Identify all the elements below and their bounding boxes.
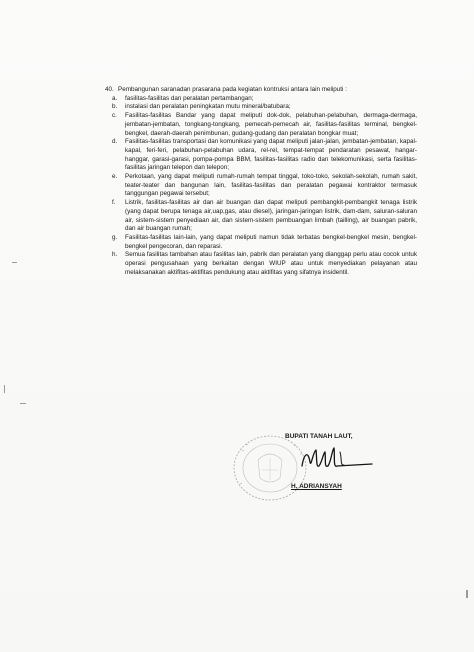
signatory-name: H. ADRIANSYAH bbox=[291, 483, 342, 490]
list-item bbox=[112, 112, 417, 138]
item-number: 40. bbox=[105, 86, 114, 93]
subitem-letter: d. bbox=[112, 138, 118, 146]
subitem-letter: c. bbox=[112, 112, 117, 120]
subitem-letter: e. bbox=[112, 173, 118, 181]
document-body bbox=[105, 86, 417, 277]
scan-mark bbox=[4, 385, 5, 393]
list-item bbox=[112, 199, 417, 234]
subitem-text: Fasilitas-fasilitas transportasi dan komunikasi yang dapat meliputi jalan-jalan, jembatan-jembatan, kapal-kapal, feri-feri, pelabuhan-pelabuhan udara, rel-rel, tempat-tempat pendaratan pesawat, hangar-hanggar, garasi-garasi, pompa-pompa BBM, fasilitas-fasilitas radio dan telekomunikasi, serta fasilitas-fasilitas jaringan telepon dan telepon; bbox=[125, 138, 417, 172]
list-item bbox=[112, 173, 417, 199]
subitem-letter: b. bbox=[112, 103, 118, 111]
scan-mark bbox=[12, 262, 17, 263]
list-item-40 bbox=[105, 86, 417, 95]
item-intro: Pembangunan saranadan prasarana pada kegiatan kontruksi antara lain meliputi : bbox=[118, 86, 347, 93]
list-item bbox=[112, 103, 417, 112]
subitem-text: Fasilitas-fasilitas lain-lain, yang dapat meliputi namun tidak terbatas bengkel-bengkel mesin, bengkel-bengkel pengecoran, dan reparasi. bbox=[125, 233, 417, 250]
subitem-letter: h. bbox=[112, 251, 118, 259]
subitem-text: Semua fasilitas tambahan atau fasilitas lain, pabrik dan peralatan yang dianggap perlu atau cocok untuk operasi pengusahaan yang berkaitan dengan WIUP atau untuk menyediakan pelayanan atau melaksanakan aktifitas-aktifitas pendukung atau aktifitas yang sifatnya insidentil. bbox=[125, 251, 417, 276]
subitem-text: fasilitas-fasilitas dan peralatan pertambangan; bbox=[125, 94, 254, 102]
list-item bbox=[112, 234, 417, 251]
subitem-letter: f. bbox=[112, 199, 116, 207]
scan-mark bbox=[20, 403, 26, 404]
signatory-title: BUPATI TANAH LAUT, bbox=[285, 433, 353, 440]
subitem-text: instalasi dan peralatan peningkatan mutu mineral/batubara; bbox=[125, 103, 291, 111]
subitem-text: Perkotaan, yang dapat meliputi rumah-rumah tempat tinggal, toko-toko, sekolah-sekolah, rumah sakit, teater-teater dan bangunan lain, fasilitas-fasilitas dan peralatan pegawai kontraktor termasuk tanggungan pegawai tersebut; bbox=[125, 173, 417, 198]
list-item bbox=[112, 95, 417, 104]
subitem-text: Fasilitas-fasilitas Bandar yang dapat meliputi dok-dok, pelabuhan-pelabuhan, dermaga-dermaga, jembatan-jembatan, tongkang-tongkang, pemecah-pemecah air, fasilitas-fasilitas terminal, bengkel-bengkel, daerah-daerah penimbunan, gudang-gudang dan peralatan bongkar muat; bbox=[125, 112, 417, 137]
list-item bbox=[112, 251, 417, 277]
subitem-list bbox=[112, 95, 417, 278]
scan-mark bbox=[466, 590, 468, 598]
subitem-letter: g. bbox=[112, 233, 118, 241]
subitem-letter: a. bbox=[112, 94, 118, 102]
handwritten-signature bbox=[296, 444, 376, 474]
subitem-text: Listrik, fasilitas-fasilitas air dan air buangan dan dapat meliputi pembangkit-pembangkit tenaga listrik (yang dapat berupa tenaga air,uap,gas, atau diesel), jaringan-jaringan listrik, dam-dam, saluran-saluran air, sistem-sistem penyediaan air, dan sistem-sistem pembuangan limbah (tailling), air buangan pabrik, dan air buangan rumah; bbox=[125, 199, 417, 233]
list-item bbox=[112, 138, 417, 173]
